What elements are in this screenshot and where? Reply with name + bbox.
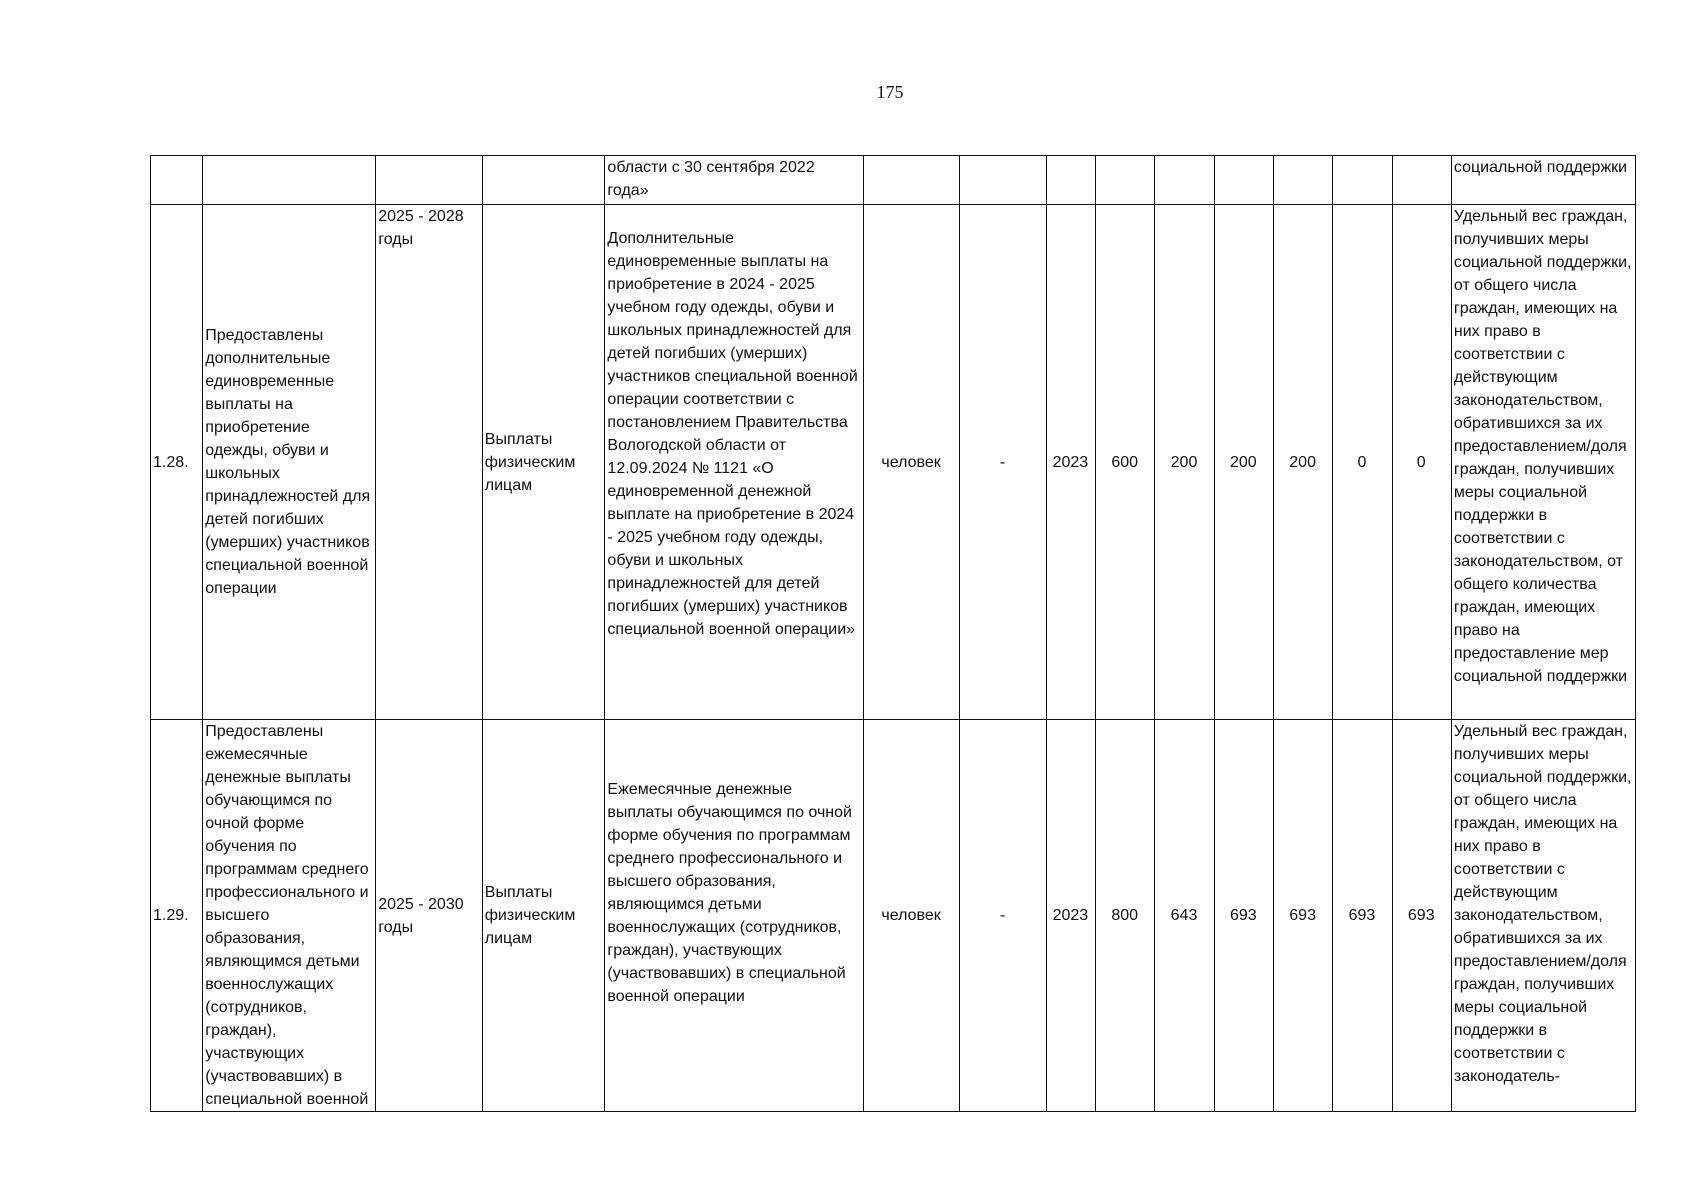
cell-indicator: Удельный вес граждан, получивших меры социальной поддержки, от общего числа граждан, имеющих на них право в соответствии с действующим законодательством, обратившихся за их предоставлением/доля граждан, получивших меры социальной поддержки в соответствии с законодатель- xyxy=(1451,720,1635,1112)
cell-value-3: 200 xyxy=(1273,205,1332,720)
cell-type: Выплаты физическим лицам xyxy=(482,720,605,1112)
cell-unit: человек xyxy=(863,720,960,1112)
cell-base-value: 600 xyxy=(1096,205,1155,720)
cell-base-year: 2023 xyxy=(1046,205,1095,720)
cell-unit: человек xyxy=(863,205,960,720)
table-row-continuation xyxy=(151,156,1636,205)
cell-base-year: 2023 xyxy=(1046,720,1095,1112)
cell-value-2: 200 xyxy=(1214,205,1273,720)
cell-code: - xyxy=(960,720,1046,1112)
cell-value-3: 693 xyxy=(1273,720,1332,1112)
cell-description: Ежемесячные денежные выплаты обучающимся по очной форме обучения по программам среднего профессионального и высшего образования, являющимся детьми военнослужащих (сотрудников, граждан), участвующих (участвовавших) в специальной военной операции xyxy=(605,720,863,1112)
cell-code: - xyxy=(960,205,1046,720)
cell-result: Предоставлены дополнительные единовременные выплаты на приобретение одежды, обуви и школьных принадлежностей для детей погибших (умерших) участников специальной военной операции xyxy=(203,205,376,720)
cell-type: Выплаты физическим лицам xyxy=(482,205,605,720)
cell-number: 1.29. xyxy=(151,720,203,1112)
cell-number xyxy=(151,156,203,205)
cell-value-1 xyxy=(1155,156,1214,205)
cell-period xyxy=(376,156,483,205)
cell-result xyxy=(203,156,376,205)
cell-value-2: 693 xyxy=(1214,720,1273,1112)
cell-value-2 xyxy=(1214,156,1273,205)
cell-indicator: социальной поддержки xyxy=(1451,156,1635,205)
cell-value-4 xyxy=(1333,156,1392,205)
table-row xyxy=(151,205,1636,720)
cell-base-value xyxy=(1096,156,1155,205)
table-row xyxy=(151,720,1636,1112)
cell-base-year xyxy=(1046,156,1095,205)
cell-code xyxy=(960,156,1046,205)
cell-number: 1.28. xyxy=(151,205,203,720)
cell-value-5: 0 xyxy=(1392,205,1451,720)
cell-indicator: Удельный вес граждан, получивших меры социальной поддержки, от общего числа граждан, имеющих на них право в соответствии с действующим законодательством, обратившихся за их предоставлением/доля граждан, получивших меры социальной поддержки в соответствии с законодательством, от общего количества граждан, имеющих право на предоставление мер социальной поддержки xyxy=(1451,205,1635,720)
cell-value-3 xyxy=(1273,156,1332,205)
cell-value-4: 0 xyxy=(1333,205,1392,720)
page-number: 175 xyxy=(876,82,904,102)
cell-value-5 xyxy=(1392,156,1451,205)
measures-table xyxy=(150,155,1636,1112)
cell-value-5: 693 xyxy=(1392,720,1451,1112)
cell-value-4: 693 xyxy=(1333,720,1392,1112)
cell-description: Дополнительные единовременные выплаты на приобретение в 2024 - 2025 учебном году одежды, обуви и школьных принадлежностей для детей погибших (умерших) участников специальной военной операции соответствии с постановлением Правительства Вологодской области от 12.09.2024 № 1121 «О единовременной денежной выплате на приобретение в 2024 - 2025 учебном году одежды, обуви и школьных принадлежностей для детей погибших (умерших) участников специальной военной операции» xyxy=(605,205,863,720)
cell-type xyxy=(482,156,605,205)
cell-base-value: 800 xyxy=(1096,720,1155,1112)
cell-period: 2025 - 2028 годы xyxy=(376,205,483,720)
cell-result: Предоставлены ежемесячные денежные выплаты обучающимся по очной форме обучения по программам среднего профессионального и высшего образования, являющимся детьми военнослужащих (сотрудников, граждан), участвующих (участвовавших) в специальной военной xyxy=(203,720,376,1112)
cell-description: области с 30 сентября 2022 года» xyxy=(605,156,863,205)
cell-unit xyxy=(863,156,960,205)
cell-value-1: 200 xyxy=(1155,205,1214,720)
cell-period: 2025 - 2030 годы xyxy=(376,720,483,1112)
cell-value-1: 643 xyxy=(1155,720,1214,1112)
